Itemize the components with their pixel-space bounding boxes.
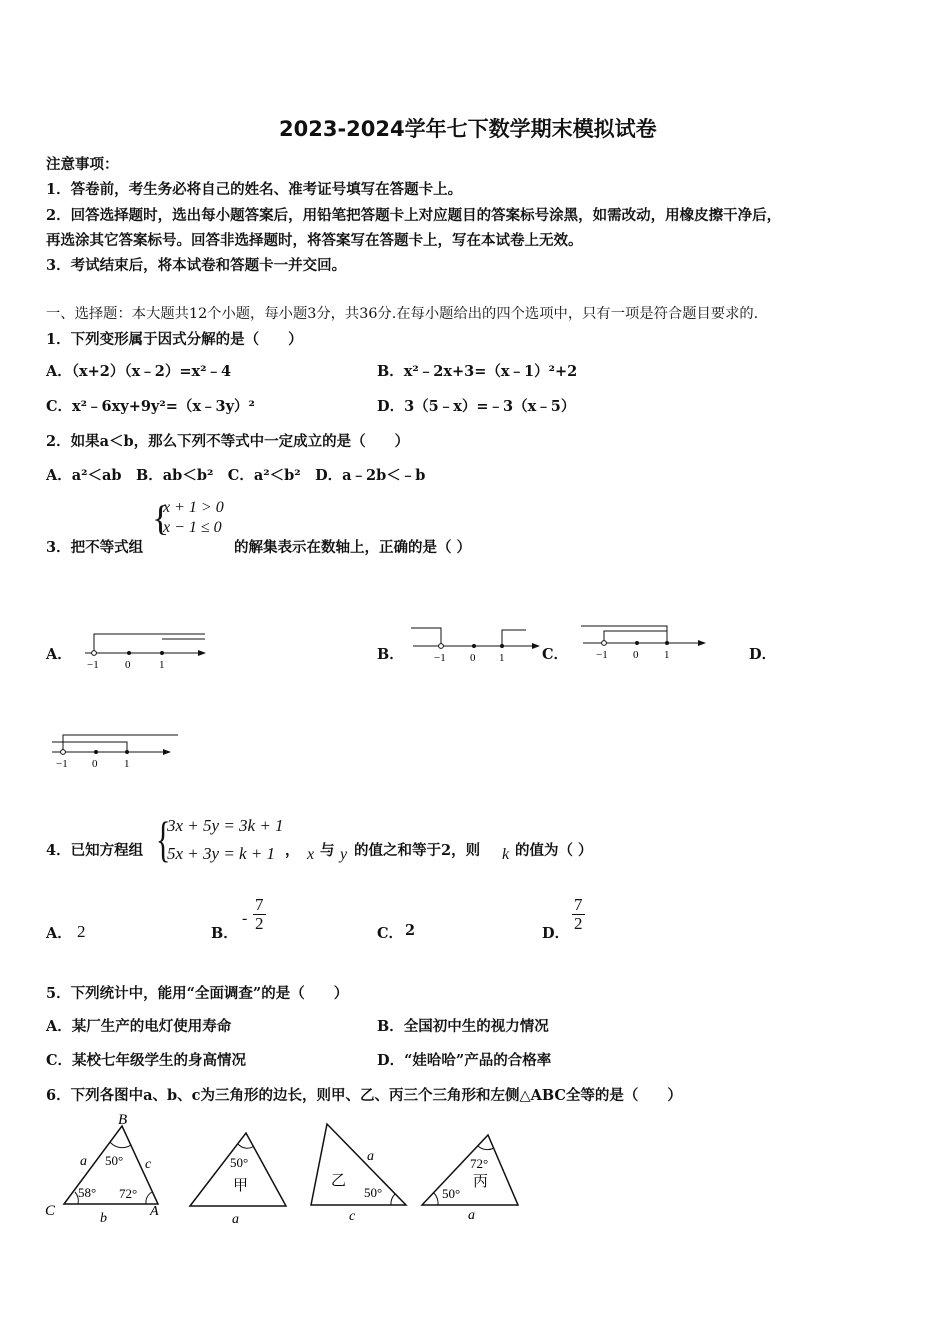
side-label: a (468, 1208, 475, 1223)
q4-stem-suffix: 的值为（ ） (515, 842, 593, 859)
q5-option-a: A．某厂生产的电灯使用寿命 (46, 1018, 232, 1035)
notice-heading: 注意事项： (46, 156, 119, 173)
tick-0: 0 (633, 649, 639, 661)
side-a: a (367, 1149, 374, 1164)
side-label: a (232, 1212, 239, 1227)
notice-item-3: 3．考试结束后，将本试卷和答题卡一并交回。 (46, 257, 347, 274)
tick-minus1: −1 (56, 758, 68, 770)
q6-triangle-yi (305, 1118, 415, 1228)
q4-option-d-fraction (572, 896, 585, 933)
q4-comma: ， (285, 842, 300, 859)
tick-1: 1 (159, 659, 165, 671)
q3-numberline-d (50, 730, 185, 775)
q3-numberline-b (408, 624, 543, 669)
q6-triangle-jia (184, 1126, 294, 1231)
q4-option-b-fraction (253, 896, 266, 933)
q4-option-c-value: 2 (405, 922, 416, 939)
q4-option-b-sign: - (242, 910, 248, 927)
angle-a: 72° (119, 1186, 138, 1201)
b-denominator: 2 (255, 914, 264, 933)
tick-0: 0 (125, 659, 131, 671)
q4-label-c: C． (377, 925, 404, 942)
q4-mid-2: 的值之和等于2，则 (354, 842, 481, 859)
side-c: c (349, 1209, 356, 1224)
q4-label-a: A． (46, 925, 72, 942)
notice-item-1: 1．答卷前，考生务必将自己的姓名、准考证号填写在答题卡上。 (46, 181, 463, 198)
tick-1: 1 (124, 758, 130, 770)
q1-option-a: A．（x+2）（x﹣2）=x²﹣4 (46, 363, 232, 380)
q1-option-b: B．x²﹣2x+3=（x﹣1）²+2 (377, 363, 578, 380)
notice-item-2-cont: 再选涂其它答案标号。回答非选择题时，将答案写在答题卡上，写在本试卷上无效。 (46, 232, 583, 249)
q3-ineq-1: x + 1 > 0 (163, 499, 224, 516)
side-b: b (100, 1211, 107, 1226)
q3-numberline-a (80, 628, 215, 673)
q4-var-x: x (307, 846, 315, 863)
q3-ineq-2: x − 1 ≤ 0 (163, 519, 222, 536)
q4-eq-1: 3x + 5y = 3k + 1 (167, 816, 284, 835)
q1-option-d: D．3（5﹣x）=﹣3（x﹣5） (377, 398, 576, 415)
q4-label-b: B． (211, 925, 238, 942)
section-heading: 一、选择题：本大题共12个小题，每小题3分，共36分.在每小题给出的四个选项中，只有一项是符合题目要求的. (46, 306, 759, 322)
q2-options: A．a²＜ab B．ab＜b² C．a²＜b² D．a﹣2b＜﹣b (46, 467, 426, 484)
tick-0: 0 (470, 652, 476, 664)
q3-label-a: A． (46, 646, 72, 663)
q4-equation-system: { 3x + 5y = 3k + 1 5x + 3y = k + 1 (156, 811, 284, 867)
page-title: 2023-2024学年七下数学期末模拟试卷 (279, 117, 657, 141)
q5-option-d: D．“娃哈哈”产品的合格率 (377, 1052, 552, 1069)
vertex-C: C (45, 1203, 56, 1219)
angle-c: 58° (78, 1185, 97, 1200)
notice-item-2: 2．回答选择题时，选出每小题答案后，用铅笔把答题卡上对应题目的答案标号涂黑，如需改动，用橡皮擦干净后， (46, 207, 782, 224)
q3-label-c: C． (542, 646, 569, 663)
side-a: a (80, 1154, 87, 1169)
d-denominator: 2 (574, 914, 583, 933)
q3-stem-prefix: 3．把不等式组 (46, 539, 144, 556)
tick-minus1: −1 (434, 652, 446, 664)
q2-stem: 2．如果a＜b，那么下列不等式中一定成立的是（ ） (46, 433, 410, 450)
q1-stem: 1．下列变形属于因式分解的是（ ） (46, 331, 303, 348)
q4-stem-prefix: 4．已知方程组 (46, 842, 144, 859)
q3-label-b: B． (377, 646, 404, 663)
b-numerator: 7 (255, 895, 264, 914)
q6-stem: 6．下列各图中a、b、c为三角形的边长，则甲、乙、丙三个三角形和左侧△ABC全等的是（ ） (46, 1087, 682, 1104)
q5-option-c: C．某校七年级学生的身高情况 (46, 1052, 247, 1069)
vertex-B: B (118, 1112, 128, 1128)
q3-numberline-c (578, 622, 713, 667)
q4-option-a-value: 2 (77, 922, 86, 941)
q4-eq-2: 5x + 3y = k + 1 (167, 844, 276, 863)
tick-1: 1 (499, 652, 505, 664)
angle-left: 50° (442, 1186, 461, 1201)
vertex-A: A (150, 1204, 159, 1219)
q1-option-c: C．x²﹣6xy+9y²=（x﹣3y）² (46, 398, 255, 415)
triangle-name: 甲 (233, 1178, 249, 1194)
q3-stem-suffix: 的解集表示在数轴上，正确的是（ ） (234, 539, 472, 556)
q3-inequality-system: { x + 1 > 0 x − 1 ≤ 0 (152, 498, 224, 538)
q4-label-d: D． (542, 925, 570, 942)
q4-var-k: k (502, 846, 510, 863)
triangle-name: 丙 (473, 1174, 489, 1190)
tick-minus1: −1 (87, 659, 99, 671)
q4-var-y: y (340, 846, 348, 863)
tick-1: 1 (664, 649, 670, 661)
q5-option-b: B．全国初中生的视力情况 (377, 1018, 549, 1035)
tick-0: 0 (92, 758, 98, 770)
q3-label-d: D． (749, 646, 777, 663)
q6-triangle-bing (416, 1128, 526, 1228)
angle-top: 72° (470, 1156, 489, 1171)
angle-b: 50° (105, 1153, 124, 1168)
q6-triangle-abc (42, 1108, 167, 1228)
angle-label: 50° (230, 1155, 249, 1170)
d-numerator: 7 (574, 895, 583, 914)
q5-stem: 5．下列统计中，能用“全面调查”的是（ ） (46, 985, 349, 1002)
tick-minus1: −1 (596, 649, 608, 661)
q4-mid-1: 与 (320, 842, 335, 859)
triangle-name: 乙 (331, 1173, 347, 1189)
side-c: c (145, 1157, 152, 1172)
angle-label: 50° (364, 1185, 383, 1200)
